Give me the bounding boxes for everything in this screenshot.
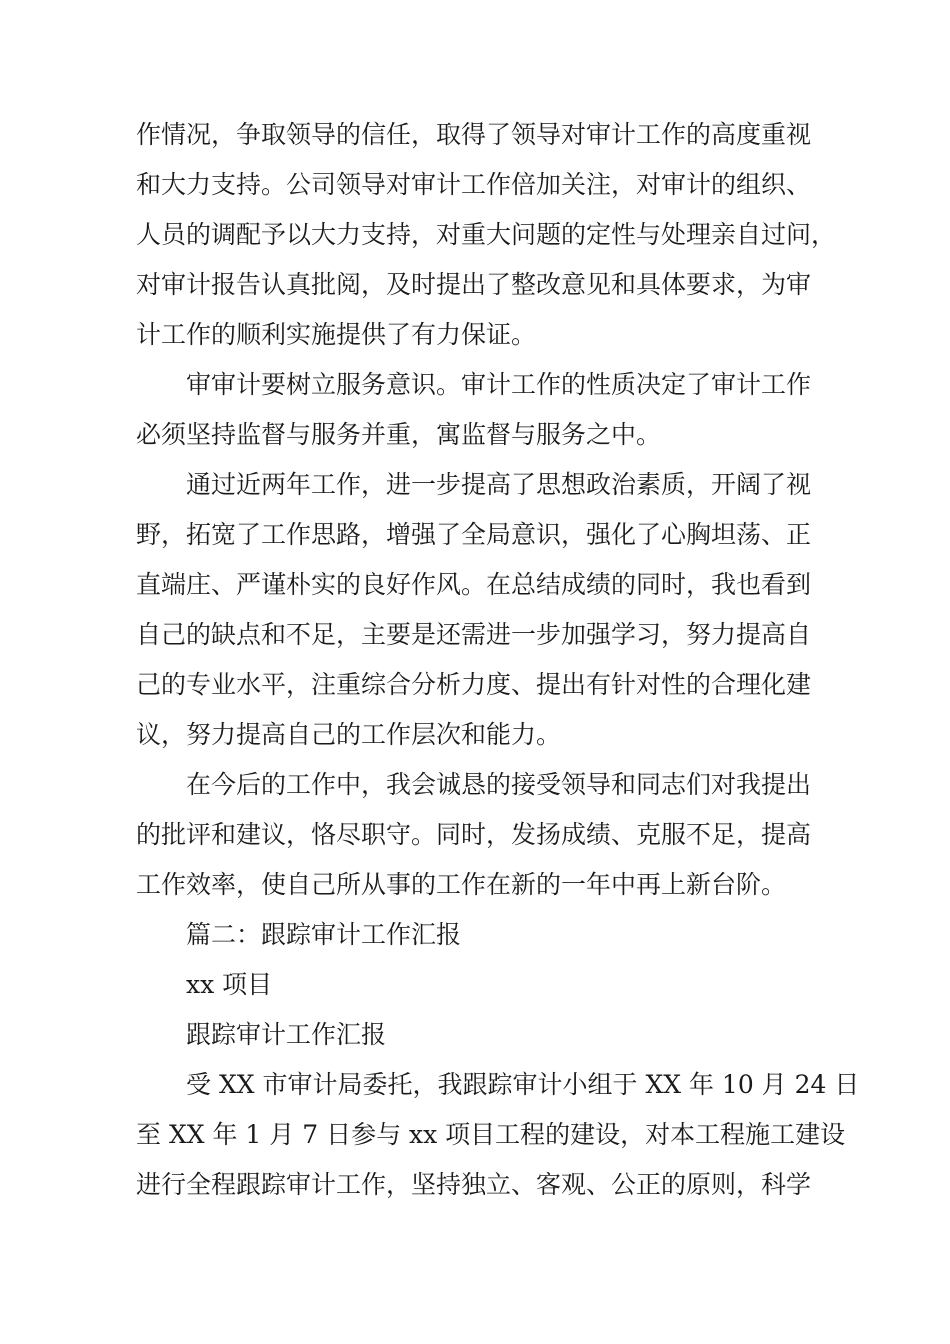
text-line-6: 审审计要树立服务意识。审计工作的性质决定了审计工作 (186, 370, 812, 399)
text-line-12: 己的专业水平，注重综合分析力度、提出有针对性的合理化建 (136, 670, 812, 699)
report-title: 跟踪审计工作汇报 (186, 1020, 387, 1049)
text-line-10: 直端庄、严谨朴实的良好作风。在总结成绩的同时，我也看到 (136, 570, 812, 599)
text-line-1: 作情况，争取领导的信任，取得了领导对审计工作的高度重视 (136, 120, 812, 149)
text-line-16: 工作效率，使自己所从事的工作在新的一年中再上新台阶。 (136, 870, 787, 899)
project-label: xx 项目 (186, 970, 273, 999)
text-line-4: 对审计报告认真批阅，及时提出了整改意见和具体要求，为审 (136, 270, 812, 299)
text-line-14: 在今后的工作中，我会诚恳的接受领导和同志们对我提出 (186, 770, 812, 799)
text-line-15: 的批评和建议，恪尽职守。同时，发扬成绩、克服不足，提高 (136, 820, 812, 849)
section-heading: 篇二：跟踪审计工作汇报 (186, 920, 462, 949)
text-line-2: 和大力支持。公司领导对审计工作倍加关注，对审计的组织、 (136, 170, 812, 199)
text-line-8: 通过近两年工作，进一步提高了思想政治素质，开阔了视 (186, 470, 812, 499)
text-line-22: 进行全程跟踪审计工作，坚持独立、客观、公正的原则，科学 (136, 1170, 812, 1199)
text-line-9: 野，拓宽了工作思路，增强了全局意识，强化了心胸坦荡、正 (136, 520, 812, 549)
text-line-11: 自己的缺点和不足，主要是还需进一步加强学习，努力提高自 (136, 620, 812, 649)
text-line-21: 至 XX 年 1 月 7 日参与 xx 项目工程的建设，对本工程施工建设 (136, 1120, 846, 1149)
text-line-7: 必须坚持监督与服务并重，寓监督与服务之中。 (136, 420, 662, 449)
text-line-20: 受 XX 市审计局委托，我跟踪审计小组于 XX 年 10 月 24 日 (186, 1070, 860, 1099)
text-line-5: 计工作的顺利实施提供了有力保证。 (136, 320, 537, 349)
text-line-3: 人员的调配予以大力支持，对重大问题的定性与处理亲自过问， (136, 220, 837, 249)
text-line-13: 议，努力提高自己的工作层次和能力。 (136, 720, 562, 749)
